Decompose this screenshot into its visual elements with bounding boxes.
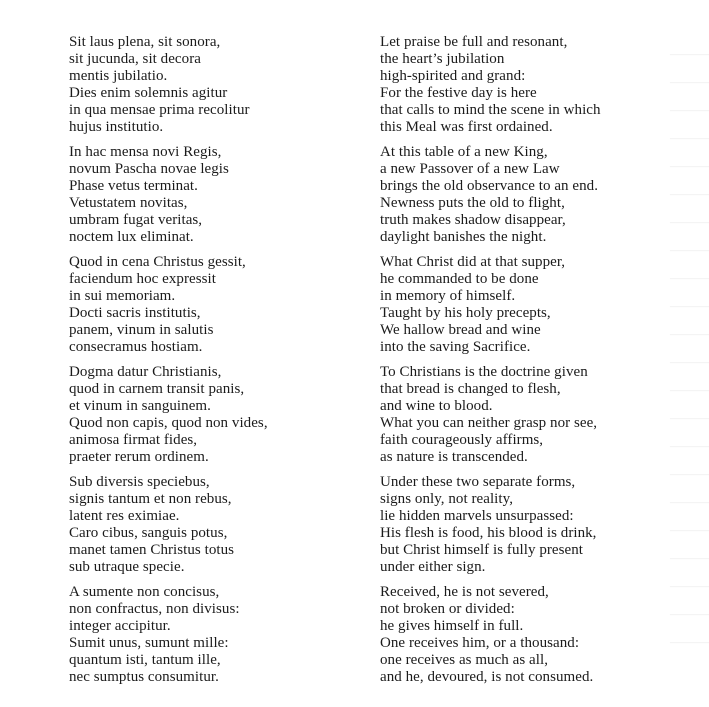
english-stanza bbox=[380, 254, 670, 356]
verse-line: sit jucunda, sit decora bbox=[69, 51, 201, 67]
verse-line: A sumente non concisus, bbox=[69, 584, 220, 600]
english-text-column bbox=[380, 34, 670, 694]
verse-line: Let praise be full and resonant, bbox=[380, 34, 568, 50]
verse-line: brings the old observance to an end. bbox=[380, 178, 598, 194]
verse-line: manet tamen Christus totus bbox=[69, 542, 235, 558]
verse-line: In hac mensa novi Regis, bbox=[69, 144, 222, 160]
verse-line: this Meal was first ordained. bbox=[380, 119, 553, 135]
verse-line: in sui memoriam. bbox=[69, 288, 176, 304]
verse-line: non confractus, non divisus: bbox=[69, 601, 240, 617]
verse-line: hujus institutio. bbox=[69, 119, 164, 135]
verse-line: the heart’s jubilation bbox=[380, 51, 505, 67]
verse-line: noctem lux eliminat. bbox=[69, 229, 194, 245]
latin-stanza bbox=[69, 254, 379, 356]
verse-line: Newness puts the old to flight, bbox=[380, 195, 565, 211]
verse-line: faciendum hoc expressit bbox=[69, 271, 216, 287]
english-stanza bbox=[380, 474, 670, 576]
verse-line: We hallow bread and wine bbox=[380, 322, 541, 338]
verse-line: animosa firmat fides, bbox=[69, 432, 198, 448]
verse-line: signis tantum et non rebus, bbox=[69, 491, 232, 507]
verse-line: Caro cibus, sanguis potus, bbox=[69, 525, 228, 541]
verse-line: truth makes shadow disappear, bbox=[380, 212, 566, 228]
verse-line: Sumit unus, sumunt mille: bbox=[69, 635, 229, 651]
verse-line: praeter rerum ordinem. bbox=[69, 449, 209, 465]
verse-line: Sit laus plena, sit sonora, bbox=[69, 34, 221, 50]
verse-line: et vinum in sanguinem. bbox=[69, 398, 211, 414]
verse-line: umbram fugat veritas, bbox=[69, 212, 203, 228]
verse-line: Quod in cena Christus gessit, bbox=[69, 254, 246, 270]
verse-line: Vetustatem novitas, bbox=[69, 195, 188, 211]
verse-line: What Christ did at that supper, bbox=[380, 254, 566, 270]
verse-line: Under these two separate forms, bbox=[380, 474, 576, 490]
english-stanza bbox=[380, 584, 670, 686]
verse-line: in qua mensae prima recolitur bbox=[69, 102, 250, 118]
verse-line: For the festive day is here bbox=[380, 85, 537, 101]
verse-line: quantum isti, tantum ille, bbox=[69, 652, 221, 668]
verse-line: His flesh is food, his blood is drink, bbox=[380, 525, 597, 541]
verse-line: signs only, not reality, bbox=[380, 491, 513, 507]
verse-line: and wine to blood. bbox=[380, 398, 493, 414]
verse-line: Dies enim solemnis agitur bbox=[69, 85, 228, 101]
verse-line: that bread is changed to flesh, bbox=[380, 381, 561, 397]
english-stanza bbox=[380, 34, 670, 136]
verse-line: Docti sacris institutis, bbox=[69, 305, 201, 321]
verse-line: At this table of a new King, bbox=[380, 144, 548, 160]
latin-stanza bbox=[69, 584, 379, 686]
english-stanza bbox=[380, 364, 670, 466]
verse-line: one receives as much as all, bbox=[380, 652, 548, 668]
verse-line: as nature is transcended. bbox=[380, 449, 528, 465]
latin-stanza bbox=[69, 364, 379, 466]
verse-line: but Christ himself is fully present bbox=[380, 542, 583, 558]
verse-line: Dogma datur Christianis, bbox=[69, 364, 222, 380]
verse-line: novum Pascha novae legis bbox=[69, 161, 229, 177]
verse-line: What you can neither grasp nor see, bbox=[380, 415, 598, 431]
latin-stanza bbox=[69, 474, 379, 576]
bleed-through-texture: ——— ——— ——— ——— ——— ——— ——— ——— ——— ——— ——— ——— ——— ——— ——— ——— ——— ——— ——— ——— ——— ——— bbox=[670, 46, 709, 649]
verse-line: To Christians is the doctrine given bbox=[380, 364, 588, 380]
verse-line: not broken or divided: bbox=[380, 601, 515, 617]
verse-line: consecramus hostiam. bbox=[69, 339, 203, 355]
verse-line: high-spirited and grand: bbox=[380, 68, 526, 84]
verse-line: he gives himself in full. bbox=[380, 618, 524, 634]
verse-line: Quod non capis, quod non vides, bbox=[69, 415, 268, 431]
verse-line: a new Passover of a new Law bbox=[380, 161, 560, 177]
verse-line: into the saving Sacrifice. bbox=[380, 339, 531, 355]
verse-line: integer accipitur. bbox=[69, 618, 171, 634]
verse-line: that calls to mind the scene in which bbox=[380, 102, 601, 118]
verse-line: panem, vinum in salutis bbox=[69, 322, 214, 338]
verse-line: lie hidden marvels unsurpassed: bbox=[380, 508, 574, 524]
verse-line: in memory of himself. bbox=[380, 288, 516, 304]
latin-stanza bbox=[69, 34, 379, 136]
verse-line: faith courageously affirms, bbox=[380, 432, 544, 448]
verse-line: nec sumptus consumitur. bbox=[69, 669, 219, 685]
verse-line: One receives him, or a thousand: bbox=[380, 635, 580, 651]
english-stanza bbox=[380, 144, 670, 246]
verse-line: Phase vetus terminat. bbox=[69, 178, 198, 194]
verse-line: he commanded to be done bbox=[380, 271, 539, 287]
verse-line: Taught by his holy precepts, bbox=[380, 305, 551, 321]
verse-line: under either sign. bbox=[380, 559, 486, 575]
verse-line: Sub diversis speciebus, bbox=[69, 474, 210, 490]
verse-line: sub utraque specie. bbox=[69, 559, 185, 575]
verse-line: Received, he is not severed, bbox=[380, 584, 549, 600]
verse-line: and he, devoured, is not consumed. bbox=[380, 669, 594, 685]
verse-line: daylight banishes the night. bbox=[380, 229, 547, 245]
verse-line: latent res eximiae. bbox=[69, 508, 180, 524]
verse-line: quod in carnem transit panis, bbox=[69, 381, 245, 397]
verse-line: mentis jubilatio. bbox=[69, 68, 168, 84]
latin-text-column bbox=[69, 34, 379, 694]
latin-stanza bbox=[69, 144, 379, 246]
